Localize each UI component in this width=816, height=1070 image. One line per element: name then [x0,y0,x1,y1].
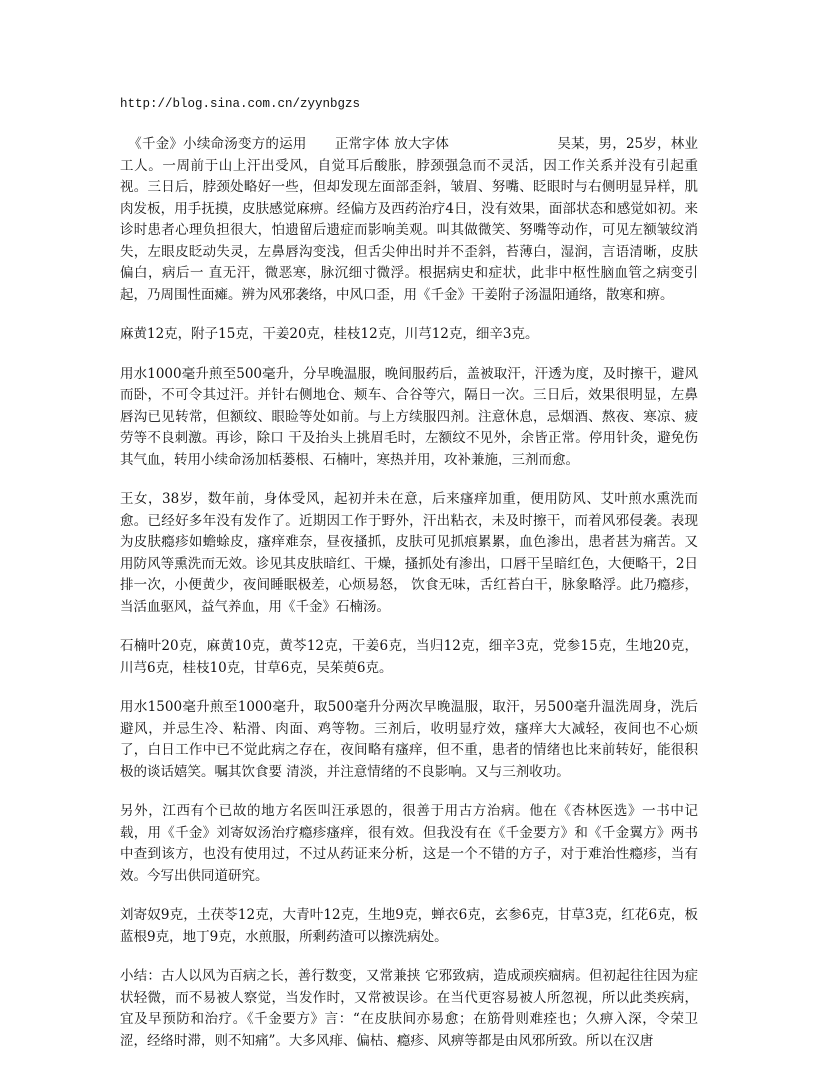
paragraph-summary: 小结：古人以风为百病之长，善行数变，又常兼挟 它邪致病，造成顽疾痼病。但初起往往因为症状轻微，而不易被人察觉，当发作时，又常被误诊。在当代更容易被人所忽视，所以此类疾病，宜及早预防和治疗。《千金要方》言：“在皮肤间亦易愈；在筋骨则难痊也；久痹入深，令荣卫涩，经络时滞，则不知痛”。大多风痱、偏枯、瘾疹、风痹等都是由风邪所致。所以在汉唐 [120,968,698,1049]
paragraph-case-2: 王女，38岁，数年前，身体受风，起初并未在意，后来瘙痒加重，便用防风、艾叶煎水熏洗而愈。已经好多年没有发作了。近期因工作于野外，汗出粘衣，未及时擦干，而着风邪侵袭。表现为皮肤瘾疹如蟾蜍皮，瘙痒难奈，昼夜搔抓，皮肤可见抓痕累累，血色渗出，患者甚为痛苦。又用防风等熏洗而无效。诊见其皮肤暗红、干燥，搔抓处有渗出，口唇干呈暗红色，大便略干，2日排一次，小便黄少，夜间睡眠极差，心烦易怒， 饮食无味，舌红苔白干，脉象略浮。此乃瘾疹，当活血驱风，益气养血，用《千金》石楠汤。 [120,491,698,615]
title-row [120,136,557,152]
font-normal-link[interactable]: 正常字体 [334,136,390,152]
document-page [120,94,698,1070]
prescription-3: 刘寄奴9克，土茯苓12克，大青叶12克，生地9克，蝉衣6克，玄参6克，甘草3克，红花6克，板蓝根9克，地丁9克，水煎服，所剩药渣可以擦洗病处。 [120,907,698,945]
prescription-1: 麻黄12克，附子15克，干姜20克，桂枝12克，川芎12克，细辛3克。 [120,326,539,342]
paragraph-usage-2: 用水1500毫升煎至1000毫升，取500毫升分两次早晚温服，取汗，另500毫升温洗周身，洗后避风，并忌生冷、粘滑、肉面、鸡等物。三剂后，收明显疗效，瘙痒大大减轻，夜间也不心烦了，白日工作中已不觉此病之存在，夜间略有瘙痒，但不重，患者的情绪也比来前转好，能很积极的谈话嬉笑。嘱其饮食要 清淡，并注意情绪的不良影响。又与三剂收功。 [120,699,698,780]
paragraph-note: 另外，江西有个已故的地方名医叫汪承恩的，很善于用古方治病。他在《杏林医选》一书中记载，用《千金》刘寄奴汤治疗瘾疹瘙痒，很有效。但我没有在《千金要方》和《千金翼方》两书中查到该方，也没有使用过，不过从药证来分析，这是一个不错的方子，对于难治性瘾疹，当有效。今写出供同道研究。 [120,803,698,884]
blog-url[interactable]: http://blog.sina.com.cn/zyynbgzs [120,97,361,111]
paragraph-usage-1: 用水1000毫升煎至500毫升，分早晚温服，晚间服药后，盖被取汗，汗透为度，及时擦干，避风而卧，不可令其过汗。并针右侧地仓、颊车、合谷等穴，隔日一次。三日后，效果很明显，左鼻唇沟已见转常，但额纹、眼睑等处如前。与上方续服四剂。注意休息，忌烟酒、熬夜、寒凉、疲劳等不良刺激。再诊，除口 干及抬头上挑眉毛时，左额纹不见外，余皆正常。停用针灸，避免伤其气血，转用小续命汤加栝蒌根、石楠叶，寒热并用，攻补兼施，三剂而愈。 [120,365,698,468]
font-large-link[interactable]: 放大字体 [394,136,450,152]
intro-paragraph [120,134,698,306]
paragraph-text: 吴某，男，25岁，林业工人。一周前于山上汗出受风，自觉耳后酸胀，脖颈强急而不灵活，因工作关系并没有引起重视。三日后，脖颈处略好一些，但却发现左面部歪斜，皱眉、努嘴、眨眼时与右侧明显异样，肌肉发板，用手抚摸，皮肤感觉麻痹。经偏方及西药治疗4日，没有效果，面部状态和感觉如初。来诊时患者心理负担很大，怕遗留后遗症而影响美观。叫其做微笑、努嘴等动作，可见左额皱纹消失，左眼皮眨动失灵，左鼻唇沟变浅，但舌尖伸出时并不歪斜，苔薄白，湿润，言语清晰，皮肤偏白，病后一 直无汗，微恶寒，脉沉细寸微浮。根据病史和症状，此非中枢性脑血管之病变引起，乃周围性面瘫。辨为风邪袭络，中风口歪，用《千金》干姜附子汤温阳通络，散寒和痹。 [120,136,699,303]
prescription-2: 石楠叶20克，麻黄10克，黄芩12克，干姜6克，当归12克，细辛3克，党参15克，生地20克，川芎6克，桂枝10克，甘草6克，吴茱萸6克。 [120,638,698,676]
article-title: 《千金》小续命汤变方的运用 [128,136,307,152]
